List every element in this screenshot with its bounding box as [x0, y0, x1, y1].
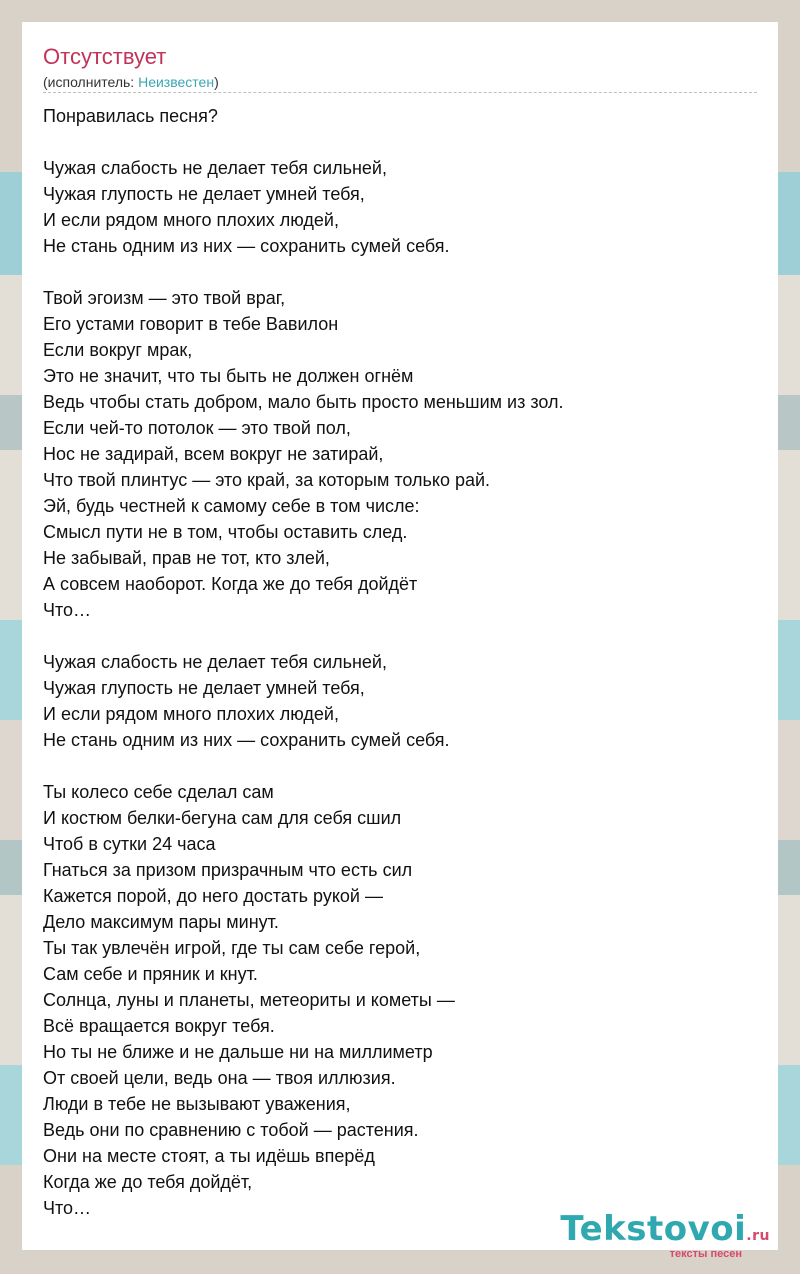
lyrics-blank-line: [43, 753, 757, 779]
lyrics-blank-line: [43, 623, 757, 649]
lyrics-line: Чужая слабость не делает тебя сильней,: [43, 652, 387, 672]
lyrics-blank-line: [43, 259, 757, 285]
lyrics-line: Ведь они по сравнению с тобой — растения.: [43, 1120, 419, 1140]
lyrics-line: Чужая глупость не делает умней тебя,: [43, 184, 365, 204]
lyrics-line: Они на месте стоят, а ты идёшь вперёд: [43, 1146, 375, 1166]
lyrics-line: Нос не задирай, всем вокруг не затирай,: [43, 444, 384, 464]
lyrics-line: Не стань одним из них — сохранить сумей себя.: [43, 730, 450, 750]
lyrics-line: Понравилась песня?: [43, 106, 218, 126]
lyrics-line: Люди в тебе не вызывают уважения,: [43, 1094, 351, 1114]
lyrics-blank-line: [43, 129, 757, 155]
lyrics-line: Что…: [43, 1198, 92, 1218]
lyrics-line: И костюм белки-бегуна сам для себя сшил: [43, 808, 402, 828]
byline-suffix: ): [214, 74, 219, 90]
byline-prefix: (исполнитель:: [43, 74, 139, 90]
lyrics-line: Это не значит, что ты быть не должен огнём: [43, 366, 414, 386]
lyrics-line: А совсем наоборот. Когда же до тебя дойдёт: [43, 574, 418, 594]
lyrics-line: Его устами говорит в тебе Вавилон: [43, 314, 339, 334]
lyrics-line: Сам себе и пряник и кнут.: [43, 964, 258, 984]
lyrics-line: Если чей-то потолок — это твой пол,: [43, 418, 351, 438]
lyrics-text: [43, 103, 757, 1221]
lyrics-line: Твой эгоизм — это твой враг,: [43, 288, 286, 308]
site-logo[interactable]: [560, 1211, 770, 1260]
lyrics-line: Эй, будь честней к самому себе в том числе:: [43, 496, 420, 516]
lyrics-line: И если рядом много плохих людей,: [43, 704, 339, 724]
lyrics-line: Солнца, луны и планеты, метеориты и кометы —: [43, 990, 455, 1010]
logo-tagline: тексты песен: [669, 1248, 742, 1260]
lyrics-line: Кажется порой, до него достать рукой —: [43, 886, 383, 906]
lyrics-line: Чужая глупость не делает умней тебя,: [43, 678, 365, 698]
lyrics-line: Не стань одним из них — сохранить сумей себя.: [43, 236, 450, 256]
byline: [43, 73, 219, 91]
lyrics-line: Ты колесо себе сделал сам: [43, 782, 274, 802]
lyrics-line: Чужая слабость не делает тебя сильней,: [43, 158, 387, 178]
lyrics-line: Ты так увлечён игрой, где ты сам себе герой,: [43, 938, 421, 958]
lyrics-line: Ведь чтобы стать добром, мало быть просто меньшим из зол.: [43, 392, 564, 412]
lyrics-line: Всё вращается вокруг тебя.: [43, 1016, 275, 1036]
song-title: Отсутствует: [43, 44, 167, 69]
lyrics-line: Смысл пути не в том, чтобы оставить след.: [43, 522, 408, 542]
lyrics-line: Не забывай, прав не тот, кто злей,: [43, 548, 330, 568]
lyrics-line: Что твой плинтус — это край, за которым только рай.: [43, 470, 491, 490]
artist-link[interactable]: Неизвестен: [138, 74, 215, 90]
lyrics-line: Что…: [43, 600, 92, 620]
lyrics-line: Гнаться за призом призрачным что есть сил: [43, 860, 413, 880]
lyrics-line: Чтоб в сутки 24 часа: [43, 834, 216, 854]
lyrics-line: Но ты не ближе и не дальше ни на миллиметр: [43, 1042, 433, 1062]
lyrics-line: Дело максимум пары минут.: [43, 912, 279, 932]
lyrics-line: Если вокруг мрак,: [43, 340, 193, 360]
divider: [43, 92, 757, 93]
logo-name: Tekstovoi: [560, 1209, 747, 1249]
lyrics-line: От своей цели, ведь она — твоя иллюзия.: [43, 1068, 396, 1088]
lyrics-line: Когда же до тебя дойдёт,: [43, 1172, 253, 1192]
logo-tld: .ru: [746, 1228, 770, 1244]
lyrics-line: И если рядом много плохих людей,: [43, 210, 339, 230]
lyrics-card: [22, 22, 778, 1250]
